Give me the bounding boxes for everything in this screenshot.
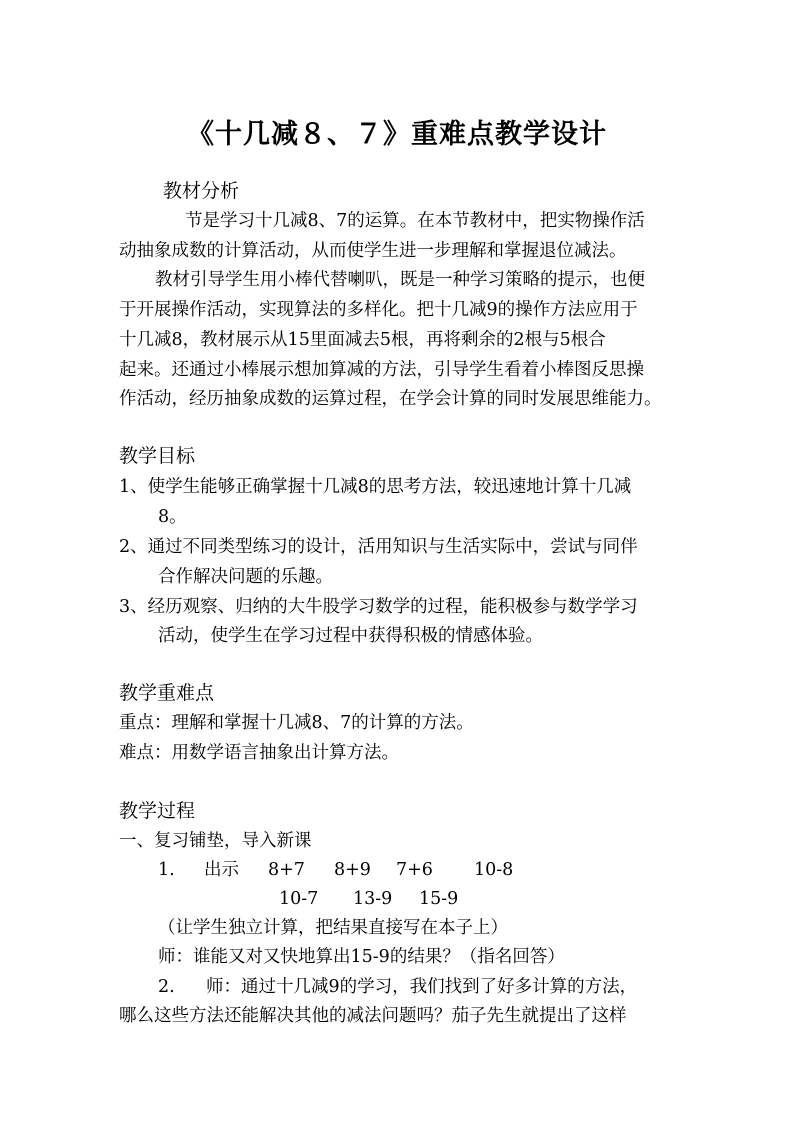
keypoint-focus: 重点：理解和掌握十几减8、7的计算的方法。 xyxy=(119,713,474,733)
goal-1-line2: 8。 xyxy=(158,507,187,527)
review-expr: 8+7 xyxy=(268,860,305,880)
review-expr: 8+9 xyxy=(334,860,371,880)
analysis-p1-line1: 节是学习十几减8、7的运算。在本节教材中，把实物操作活 xyxy=(185,211,645,231)
section-heading-process: 教学过程 xyxy=(119,800,196,822)
analysis-p2-line3: 十几减8，教材展示从15里面减去5根，再将剩余的2根与5根合 xyxy=(119,330,606,350)
goal-3-line2: 活动，使学生在学习过程中获得积极的情感体验。 xyxy=(158,626,543,646)
keypoint-difficulty: 难点：用数学语言抽象出计算方法。 xyxy=(119,743,399,763)
analysis-p2-line4: 起来。还通过小棒展示想加算减的方法，引导学生看着小棒图反思操 xyxy=(119,360,644,380)
analysis-p2-line5: 作活动，经历抽象成数的运算过程，在学会计算的同时发展思维能力。 xyxy=(119,389,662,409)
process-subheading-1: 一、复习铺垫，导入新课 xyxy=(119,831,312,851)
review-row-1 xyxy=(158,855,513,885)
step-1-number: 1. xyxy=(158,860,175,880)
step-1-label: 出示 xyxy=(204,860,239,880)
step-2-line2: 哪么这些方法还能解决其他的减法问题吗？茄子先生就提出了这样 xyxy=(119,1006,627,1026)
step-2-line1 xyxy=(158,972,637,1002)
goal-1-line1: 1、使学生能够正确掌握十几减8的思考方法，较迅速地计算十几减 xyxy=(119,477,632,497)
review-note: （让学生独立计算，把结果直接写在本子上） xyxy=(158,918,508,938)
review-row-2 xyxy=(279,884,458,914)
goal-2-line2: 合作解决问题的乐趣。 xyxy=(158,567,333,587)
section-heading-analysis: 教材分析 xyxy=(163,180,240,202)
step-2-number: 2. xyxy=(158,977,175,997)
teacher-question: 师：谁能又对又快地算出15-9的结果？（指名回答） xyxy=(158,947,565,967)
section-heading-goals: 教学目标 xyxy=(119,445,196,467)
analysis-p2-line2: 于开展操作活动，实现算法的多样化。把十几减9的操作方法应用于 xyxy=(119,300,638,320)
goal-2-line1: 2、通过不同类型练习的设计，活用知识与生活实际中，尝试与同伴 xyxy=(119,537,638,557)
review-expr: 13-9 xyxy=(353,889,393,909)
review-expr: 10-8 xyxy=(474,860,514,880)
review-expr: 15-9 xyxy=(419,889,459,909)
review-expr: 10-7 xyxy=(279,889,319,909)
analysis-p1-line2: 动抽象成数的计算活动，从而使学生进一步理解和掌握退位减法。 xyxy=(119,241,627,261)
analysis-p2-line1: 教材引导学生用小棒代替喇叭，既是一种学习策略的提示，也便 xyxy=(155,270,645,290)
document-title: 《十几减８、７》重难点教学设计 xyxy=(187,119,607,150)
goal-3-line1: 3、经历观察、归纳的大牛股学习数学的过程，能积极参与数学学习 xyxy=(119,597,638,617)
step-2-text: 师：通过十几减9的学习，我们找到了好多计算的方法， xyxy=(206,977,638,997)
review-expr: 7+6 xyxy=(396,860,433,880)
section-heading-keypoints: 教学重难点 xyxy=(119,682,215,704)
